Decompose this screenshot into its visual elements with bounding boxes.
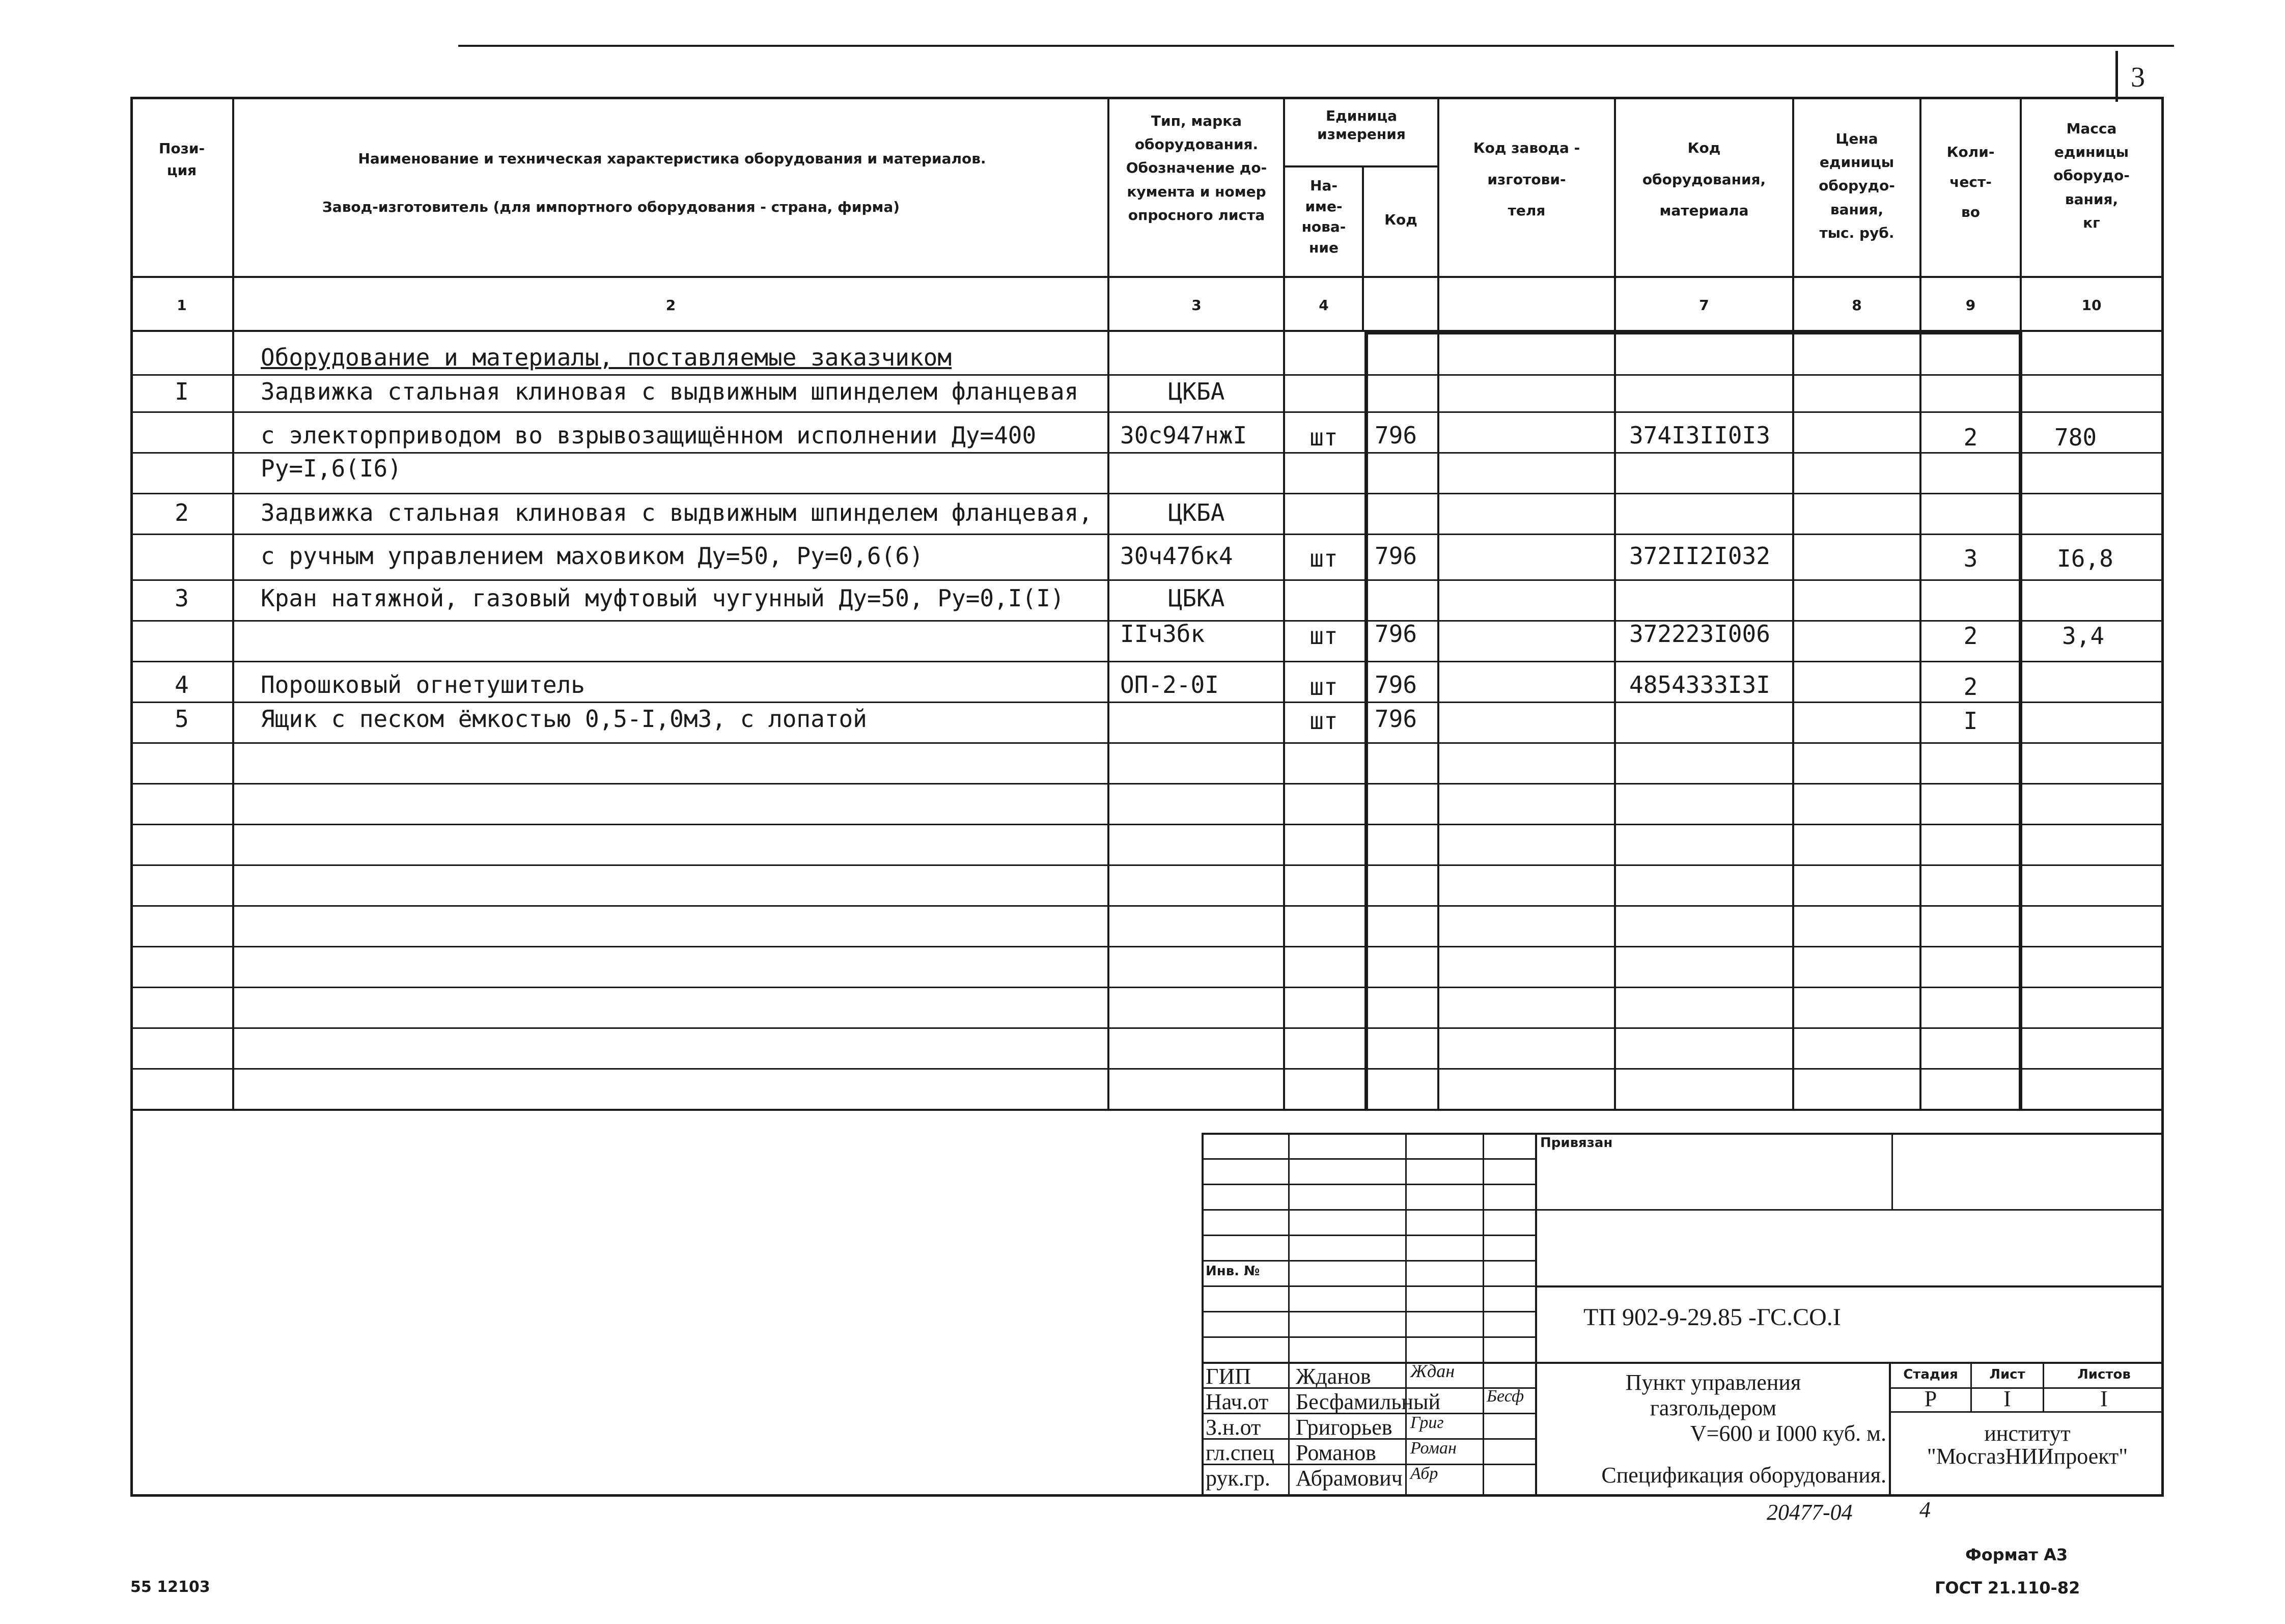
- colnum-9: 9: [1965, 297, 1976, 314]
- signature: Григ: [1410, 1413, 1444, 1432]
- header-type: Тип, марка оборудования. Обозначение до- кумента и номер опросного листа: [1126, 113, 1267, 223]
- stamp-line: [1202, 1336, 1535, 1338]
- name-abramovich: Абрамович: [1296, 1466, 1403, 1491]
- row-quantity: I: [1963, 707, 1978, 735]
- header-name-line1: Наименование и техническая характеристика оборудования и материалов.: [358, 150, 986, 167]
- colnum-8: 8: [1852, 297, 1862, 314]
- row-name: Задвижка стальная клиновая с выдвижным шпинделем фланцевая,: [261, 499, 1093, 526]
- row-position: 2: [175, 499, 189, 526]
- row-unit: шт: [1309, 622, 1338, 650]
- object-title-line2: газгольдером: [1650, 1395, 1777, 1420]
- stamp-line: [1202, 1235, 1535, 1236]
- colnum-7: 7: [1699, 297, 1709, 314]
- row-type: 30с947нжI: [1120, 422, 1247, 449]
- row-line: [130, 824, 2164, 825]
- role-zam-nach: З.н.от: [1206, 1415, 1261, 1440]
- row-line: [130, 1027, 2164, 1029]
- inv-no-label: Инв. №: [1206, 1264, 1260, 1279]
- row-position: 5: [175, 705, 189, 733]
- header-mass: Масса единицы оборудо- вания, кг: [2053, 120, 2130, 231]
- row-equipment-code: 372II2I032: [1629, 542, 1770, 570]
- row-line: [130, 374, 2164, 376]
- row-unit-code: 796: [1375, 620, 1417, 648]
- object-title-line3: V=600 и I000 куб. м.: [1690, 1421, 1886, 1446]
- row-line: [130, 946, 2164, 947]
- row-quantity: 2: [1963, 673, 1978, 701]
- stamp-divider: [1483, 1133, 1484, 1495]
- row-mass: 3,4: [2062, 622, 2105, 650]
- unit-group-divider: [1283, 165, 1437, 167]
- row-type: ЦКБА: [1168, 378, 1225, 405]
- signature: Абр: [1410, 1464, 1438, 1483]
- row-name: с электорприводом во взрывозащищённом исполнении Ду=400: [261, 422, 1037, 449]
- stamp-line: [1535, 1209, 2164, 1211]
- stage-label: Стадия: [1903, 1367, 1958, 1382]
- row-line: [130, 905, 2164, 907]
- row-name: с ручным управлением маховиком Ду=50, Ру=0,6(6): [261, 542, 924, 570]
- row-equipment-code: 372223I006: [1629, 620, 1770, 648]
- row-unit: шт: [1309, 673, 1338, 701]
- bottom-left-code: 55 12103: [130, 1578, 210, 1596]
- row-line: [130, 661, 2164, 662]
- col-divider: [1437, 97, 1439, 1110]
- col-divider: [1919, 97, 1921, 1110]
- stamp-bottom-border: [130, 1494, 2164, 1497]
- row-type: ЦКБА: [1168, 499, 1225, 526]
- row-unit-code: 796: [1375, 422, 1417, 449]
- row-unit-code: 796: [1375, 542, 1417, 570]
- row-line: [130, 864, 2164, 866]
- inventory-sheet-handwritten: 4: [1919, 1497, 1931, 1522]
- privyazan-label: Привязан: [1540, 1135, 1613, 1151]
- col-divider: [1107, 97, 1109, 1110]
- colnum-3: 3: [1191, 297, 1202, 314]
- row-name: Кран натяжной, газовый муфтовый чугунный Ду=50, Ру=0,I(I): [261, 584, 1065, 612]
- colnum-2: 2: [665, 297, 676, 314]
- institute-line2: "МосгазНИИпроект": [1927, 1444, 2128, 1469]
- table-left-border: [130, 97, 133, 1497]
- signature: Ждан: [1410, 1361, 1455, 1381]
- row-type: 30ч47бк4: [1120, 542, 1233, 570]
- body-bold-top: [1364, 331, 2021, 334]
- row-mass: I6,8: [2057, 545, 2113, 572]
- row-name: Задвижка стальная клиновая с выдвижным шпинделем фланцевая: [261, 378, 1079, 405]
- header-unit-group: Единица измерения: [1317, 107, 1406, 143]
- stamp-left-border: [1202, 1133, 1204, 1495]
- header-price: Цена единицы оборудо- вания, тыс. руб.: [1819, 130, 1895, 241]
- role-ruk-gr: рук.гр.: [1206, 1466, 1270, 1491]
- row-line: [130, 702, 2164, 703]
- stamp-line: [1202, 1311, 1535, 1312]
- stamp-line: [1202, 1184, 1535, 1185]
- table-top-border: [130, 97, 2164, 99]
- row-line: [130, 579, 2164, 581]
- row-line: [130, 452, 2164, 454]
- inventory-handwritten: 20477-04: [1767, 1500, 1853, 1525]
- name-besfamilny: Бесфамильный: [1296, 1389, 1441, 1414]
- row-unit: шт: [1309, 707, 1338, 735]
- role-nach-otd: Нач.от: [1206, 1389, 1269, 1414]
- col-divider: [232, 97, 234, 1110]
- header-factory-code: Код завода - изготови- теля: [1473, 139, 1580, 219]
- colnum-10: 10: [2081, 297, 2102, 314]
- row-line: [130, 411, 2164, 413]
- row-unit: шт: [1309, 424, 1338, 451]
- row-name: Ру=I,6(I6): [261, 455, 402, 482]
- stamp-line: [1202, 1285, 1535, 1287]
- sheet-number: 3: [2131, 62, 2145, 93]
- header-quantity: Коли- чест- во: [1946, 144, 1995, 220]
- sheets-label: Листов: [2077, 1367, 2131, 1382]
- header-bottom-border: [130, 276, 2164, 278]
- col-divider: [1614, 97, 1616, 1110]
- header-unit-code: Код: [1384, 211, 1417, 228]
- row-position: 4: [175, 671, 189, 698]
- row-unit-code: 796: [1375, 705, 1417, 733]
- row-position: I: [175, 378, 189, 405]
- row-type: ЦБКА: [1168, 584, 1225, 612]
- stamp-line: [1202, 1260, 1535, 1262]
- institute-line1: институт: [1984, 1421, 2071, 1446]
- header-position: Пози- ция: [158, 140, 205, 179]
- sheet-label: Лист: [1989, 1367, 2025, 1382]
- row-line: [130, 534, 2164, 535]
- header-unit-name: На- име- нова- ние: [1301, 177, 1346, 256]
- stamp-line: [1202, 1158, 1535, 1160]
- row-line: [130, 493, 2164, 494]
- col-divider: [1792, 97, 1794, 1110]
- stage-value: Р: [1924, 1386, 1937, 1411]
- row-name: Порошковый огнетушитель: [261, 671, 585, 698]
- signature: Бесф: [1487, 1387, 1524, 1406]
- section-title: Оборудование и материалы, поставляемые заказчиком: [261, 344, 952, 371]
- top-border-line: [458, 45, 2174, 47]
- stamp-divider: [1405, 1133, 1407, 1495]
- sheet-number-box-left: [2115, 51, 2118, 102]
- row-equipment-code: 4854333I3I: [1629, 671, 1770, 698]
- row-type: ОП-2-0I: [1120, 671, 1219, 698]
- stamp-top-border: [1202, 1133, 2164, 1135]
- name-romanov: Романов: [1296, 1440, 1376, 1465]
- header-name-line2: Завод-изготовитель (для импортного оборудования - страна, фирма): [322, 199, 900, 215]
- stamp-line: [1535, 1362, 2164, 1364]
- gost-label: ГОСТ 21.110-82: [1935, 1578, 2080, 1598]
- stamp-divider: [1891, 1133, 1893, 1209]
- document-code: ТП 902-9-29.85 -ГС.СО.I: [1583, 1304, 1841, 1331]
- stamp-line: [1202, 1209, 1535, 1211]
- row-line: [130, 1068, 2164, 1070]
- row-quantity: 2: [1963, 622, 1978, 650]
- stamp-line: [1535, 1285, 2164, 1287]
- colnum-1: 1: [177, 297, 187, 314]
- row-line: [130, 987, 2164, 988]
- row-line: [130, 783, 2164, 785]
- name-zhdanov: Жданов: [1296, 1364, 1371, 1389]
- row-name: Ящик с песком ёмкостью 0,5-I,0м3, с лопатой: [261, 705, 867, 733]
- row-mass: 780: [2054, 424, 2097, 451]
- object-title-line4: Спецификация оборудования.: [1601, 1463, 1886, 1488]
- stamp-divider: [1288, 1133, 1290, 1495]
- object-title-line1: Пункт управления: [1625, 1370, 1801, 1395]
- role-gip: ГИП: [1206, 1364, 1251, 1389]
- row-equipment-code: 374I3II0I3: [1629, 422, 1770, 449]
- row-unit: шт: [1309, 545, 1338, 572]
- name-grigoriev: Григорьев: [1296, 1415, 1392, 1440]
- sheets-value: I: [2100, 1386, 2108, 1411]
- colnum-4: 4: [1319, 297, 1329, 314]
- format-label: Формат А3: [1965, 1545, 2068, 1564]
- row-type: IIч3бк: [1120, 620, 1205, 648]
- row-position: 3: [175, 584, 189, 612]
- row-quantity: 3: [1963, 545, 1978, 572]
- header-equipment-code: Код оборудования, материала: [1642, 139, 1766, 219]
- signature: Роман: [1410, 1439, 1457, 1458]
- stamp-divider: [1535, 1133, 1537, 1495]
- row-unit-code: 796: [1375, 671, 1417, 698]
- role-gl-spec: гл.спец: [1206, 1440, 1274, 1465]
- col-divider-bold: [1364, 331, 1368, 1110]
- body-bottom-border: [130, 1109, 2164, 1111]
- row-quantity: 2: [1963, 424, 1978, 451]
- sheet-value: I: [2003, 1386, 2011, 1411]
- row-line: [130, 742, 2164, 744]
